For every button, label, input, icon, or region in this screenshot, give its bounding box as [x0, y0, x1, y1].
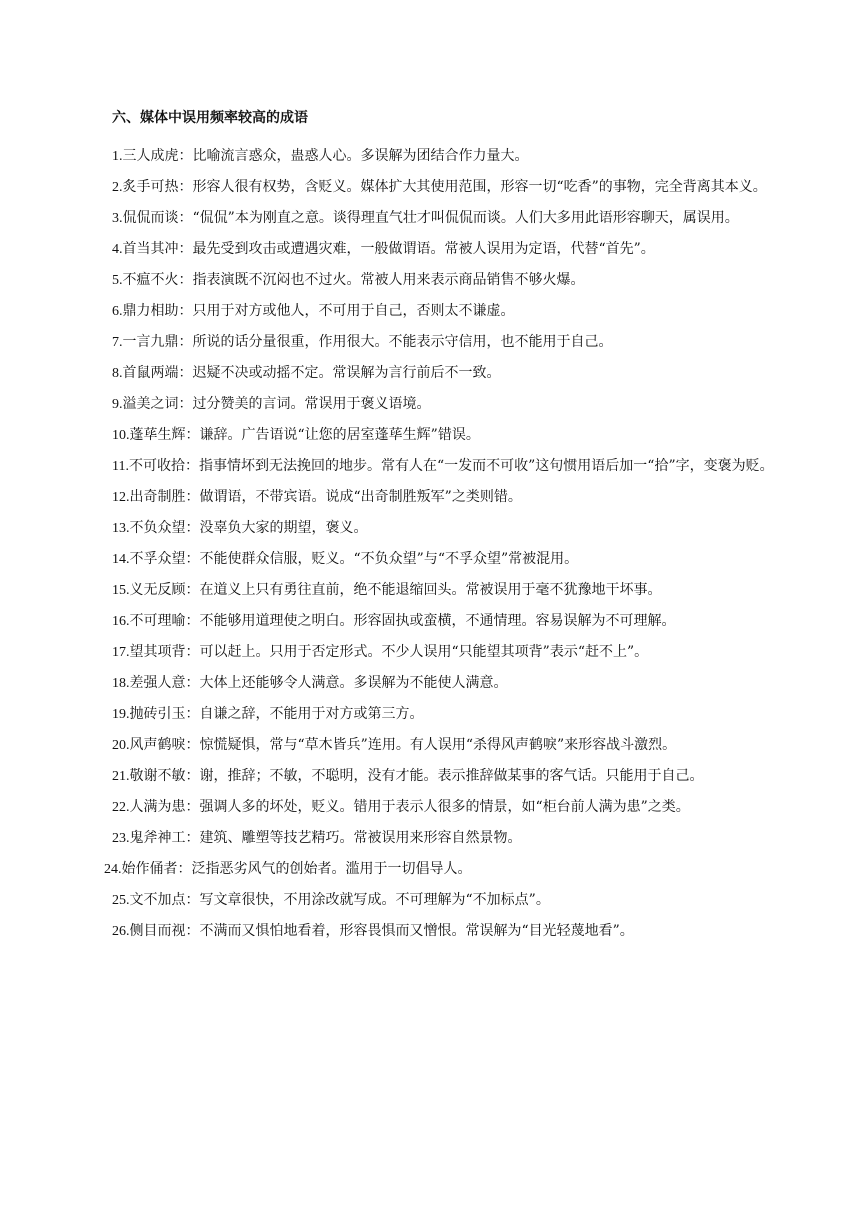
- list-item: [82, 141, 782, 172]
- list-item: [82, 389, 782, 420]
- item-text: 不瘟不火：指表演既不沉闷也不过火。常被人用来表示商品销售不够火爆。: [122, 272, 585, 288]
- item-number: 10.: [112, 428, 130, 443]
- item-number: 15.: [112, 583, 130, 598]
- section-heading: 六、媒体中误用频率较高的成语: [112, 110, 308, 126]
- list-item: [82, 327, 782, 358]
- list-item: [82, 916, 782, 947]
- list-item: [82, 513, 782, 544]
- item-number: 8.: [112, 366, 123, 381]
- item-number: 24.: [104, 862, 122, 877]
- list-item: [82, 296, 782, 327]
- item-text: 不可收拾：指事情坏到无法挽回的地步。常有人在“一发而不可收”这句惯用语后加一“拾”字，变褒为贬。: [128, 458, 774, 474]
- item-number: 19.: [112, 707, 130, 722]
- item-text: 侧目而视：不满而又惧怕地看着，形容畏惧而又憎恨。常误解为“目光轻蔑地看”。: [129, 923, 634, 939]
- list-item: [82, 575, 782, 606]
- item-number: 3.: [112, 211, 123, 226]
- list-item: [82, 265, 782, 296]
- item-number: 16.: [112, 614, 130, 629]
- list-item: [82, 358, 782, 389]
- item-text: 三人成虎：比喻流言惑众，蛊惑人心。多误解为团结合作力量大。: [122, 148, 529, 164]
- list-item: [82, 823, 782, 854]
- item-number: 26.: [112, 924, 130, 939]
- item-text: 差强人意：大体上还能够令人满意。多误解为不能使人满意。: [129, 675, 508, 691]
- item-number: 13.: [112, 521, 130, 536]
- idiom-list: [82, 141, 782, 947]
- item-text: 始作俑者：泛指恶劣风气的创始者。滥用于一切倡导人。: [121, 861, 472, 877]
- item-text: 一言九鼎：所说的话分量很重，作用很大。不能表示守信用，也不能用于自己。: [122, 334, 613, 350]
- list-item: [82, 606, 782, 637]
- item-text: 敬谢不敏：谢，推辞；不敏，不聪明，没有才能。表示推辞做某事的客气话。只能用于自己。: [129, 768, 704, 784]
- list-item: [82, 203, 782, 234]
- item-number: 1.: [112, 149, 123, 164]
- list-item: [82, 730, 782, 761]
- document-body: [82, 107, 782, 947]
- list-item: [82, 420, 782, 451]
- item-number: 4.: [112, 242, 123, 257]
- list-item: [82, 482, 782, 513]
- list-item: [82, 234, 782, 265]
- item-number: 12.: [112, 490, 130, 505]
- item-number: 25.: [112, 893, 130, 908]
- item-text: 义无反顾：在道义上只有勇往直前，绝不能退缩回头。常被误用于毫不犹豫地干坏事。: [129, 582, 662, 598]
- item-text: 出奇制胜：做谓语，不带宾语。说成“出奇制胜叛军”之类则错。: [129, 489, 522, 505]
- item-number: 6.: [112, 304, 123, 319]
- item-text: 首当其冲：最先受到攻击或遭遇灾难，一般做谓语。常被人误用为定语，代替“首先”。: [122, 241, 655, 257]
- item-text: 抛砖引玉：自谦之辞，不能用于对方或第三方。: [129, 706, 424, 722]
- item-number: 21.: [112, 769, 130, 784]
- list-item: [82, 544, 782, 575]
- list-item: [82, 172, 782, 203]
- item-text: 溢美之词：过分赞美的言词。常误用于褒义语境。: [122, 396, 431, 412]
- item-number: 22.: [112, 800, 130, 815]
- item-number: 14.: [112, 552, 130, 567]
- list-item: [82, 637, 782, 668]
- item-text: 望其项背：可以赶上。只用于否定形式。不少人误用“只能望其项背”表示“赶不上”。: [129, 644, 649, 660]
- list-item: [82, 792, 782, 823]
- item-text: 不可理喻：不能够用道理使之明白。形容固执或蛮横，不通情理。容易误解为不可理解。: [129, 613, 676, 629]
- item-number: 2.: [112, 180, 123, 195]
- item-number: 7.: [112, 335, 123, 350]
- item-number: 20.: [112, 738, 130, 753]
- list-item: [82, 885, 782, 916]
- item-number: 18.: [112, 676, 130, 691]
- item-text: 不孚众望：不能使群众信服，贬义。“不负众望”与“不孚众望”常被混用。: [129, 551, 579, 567]
- list-item: [82, 854, 782, 885]
- item-text: 鬼斧神工：建筑、雕塑等技艺精巧。常被误用来形容自然景物。: [129, 830, 522, 846]
- item-number: 9.: [112, 397, 123, 412]
- item-text: 首鼠两端：迟疑不决或动摇不定。常误解为言行前后不一致。: [122, 365, 501, 381]
- item-text: 侃侃而谈：“侃侃”本为刚直之意。谈得理直气壮才叫侃侃而谈。人们大多用此语形容聊天，属误用。: [122, 210, 739, 226]
- item-text: 人满为患：强调人多的坏处，贬义。错用于表示人很多的情景，如“柜台前人满为患”之类。: [129, 799, 690, 815]
- item-text: 蓬荜生辉：谦辞。广告语说“让您的居室蓬荜生辉”错误。: [129, 427, 480, 443]
- item-number: 5.: [112, 273, 123, 288]
- list-item: [82, 668, 782, 699]
- item-text: 风声鹤唳：惊慌疑惧，常与“草木皆兵”连用。有人误用“杀得风声鹤唳”来形容战斗激烈。: [129, 737, 677, 753]
- list-item: [82, 699, 782, 730]
- item-text: 不负众望：没辜负大家的期望，褒义。: [129, 520, 368, 536]
- item-text: 炙手可热：形容人很有权势，含贬义。媒体扩大其使用范围，形容一切“吃香”的事物，完全背离其本义。: [122, 179, 767, 195]
- list-item: [82, 761, 782, 792]
- list-item: [82, 451, 782, 482]
- item-text: 文不加点：写文章很快，不用涂改就写成。不可理解为“不加标点”。: [129, 892, 550, 908]
- item-text: 鼎力相助：只用于对方或他人，不可用于自己，否则太不谦虚。: [122, 303, 515, 319]
- item-number: 11.: [112, 459, 129, 474]
- item-number: 17.: [112, 645, 130, 660]
- item-number: 23.: [112, 831, 130, 846]
